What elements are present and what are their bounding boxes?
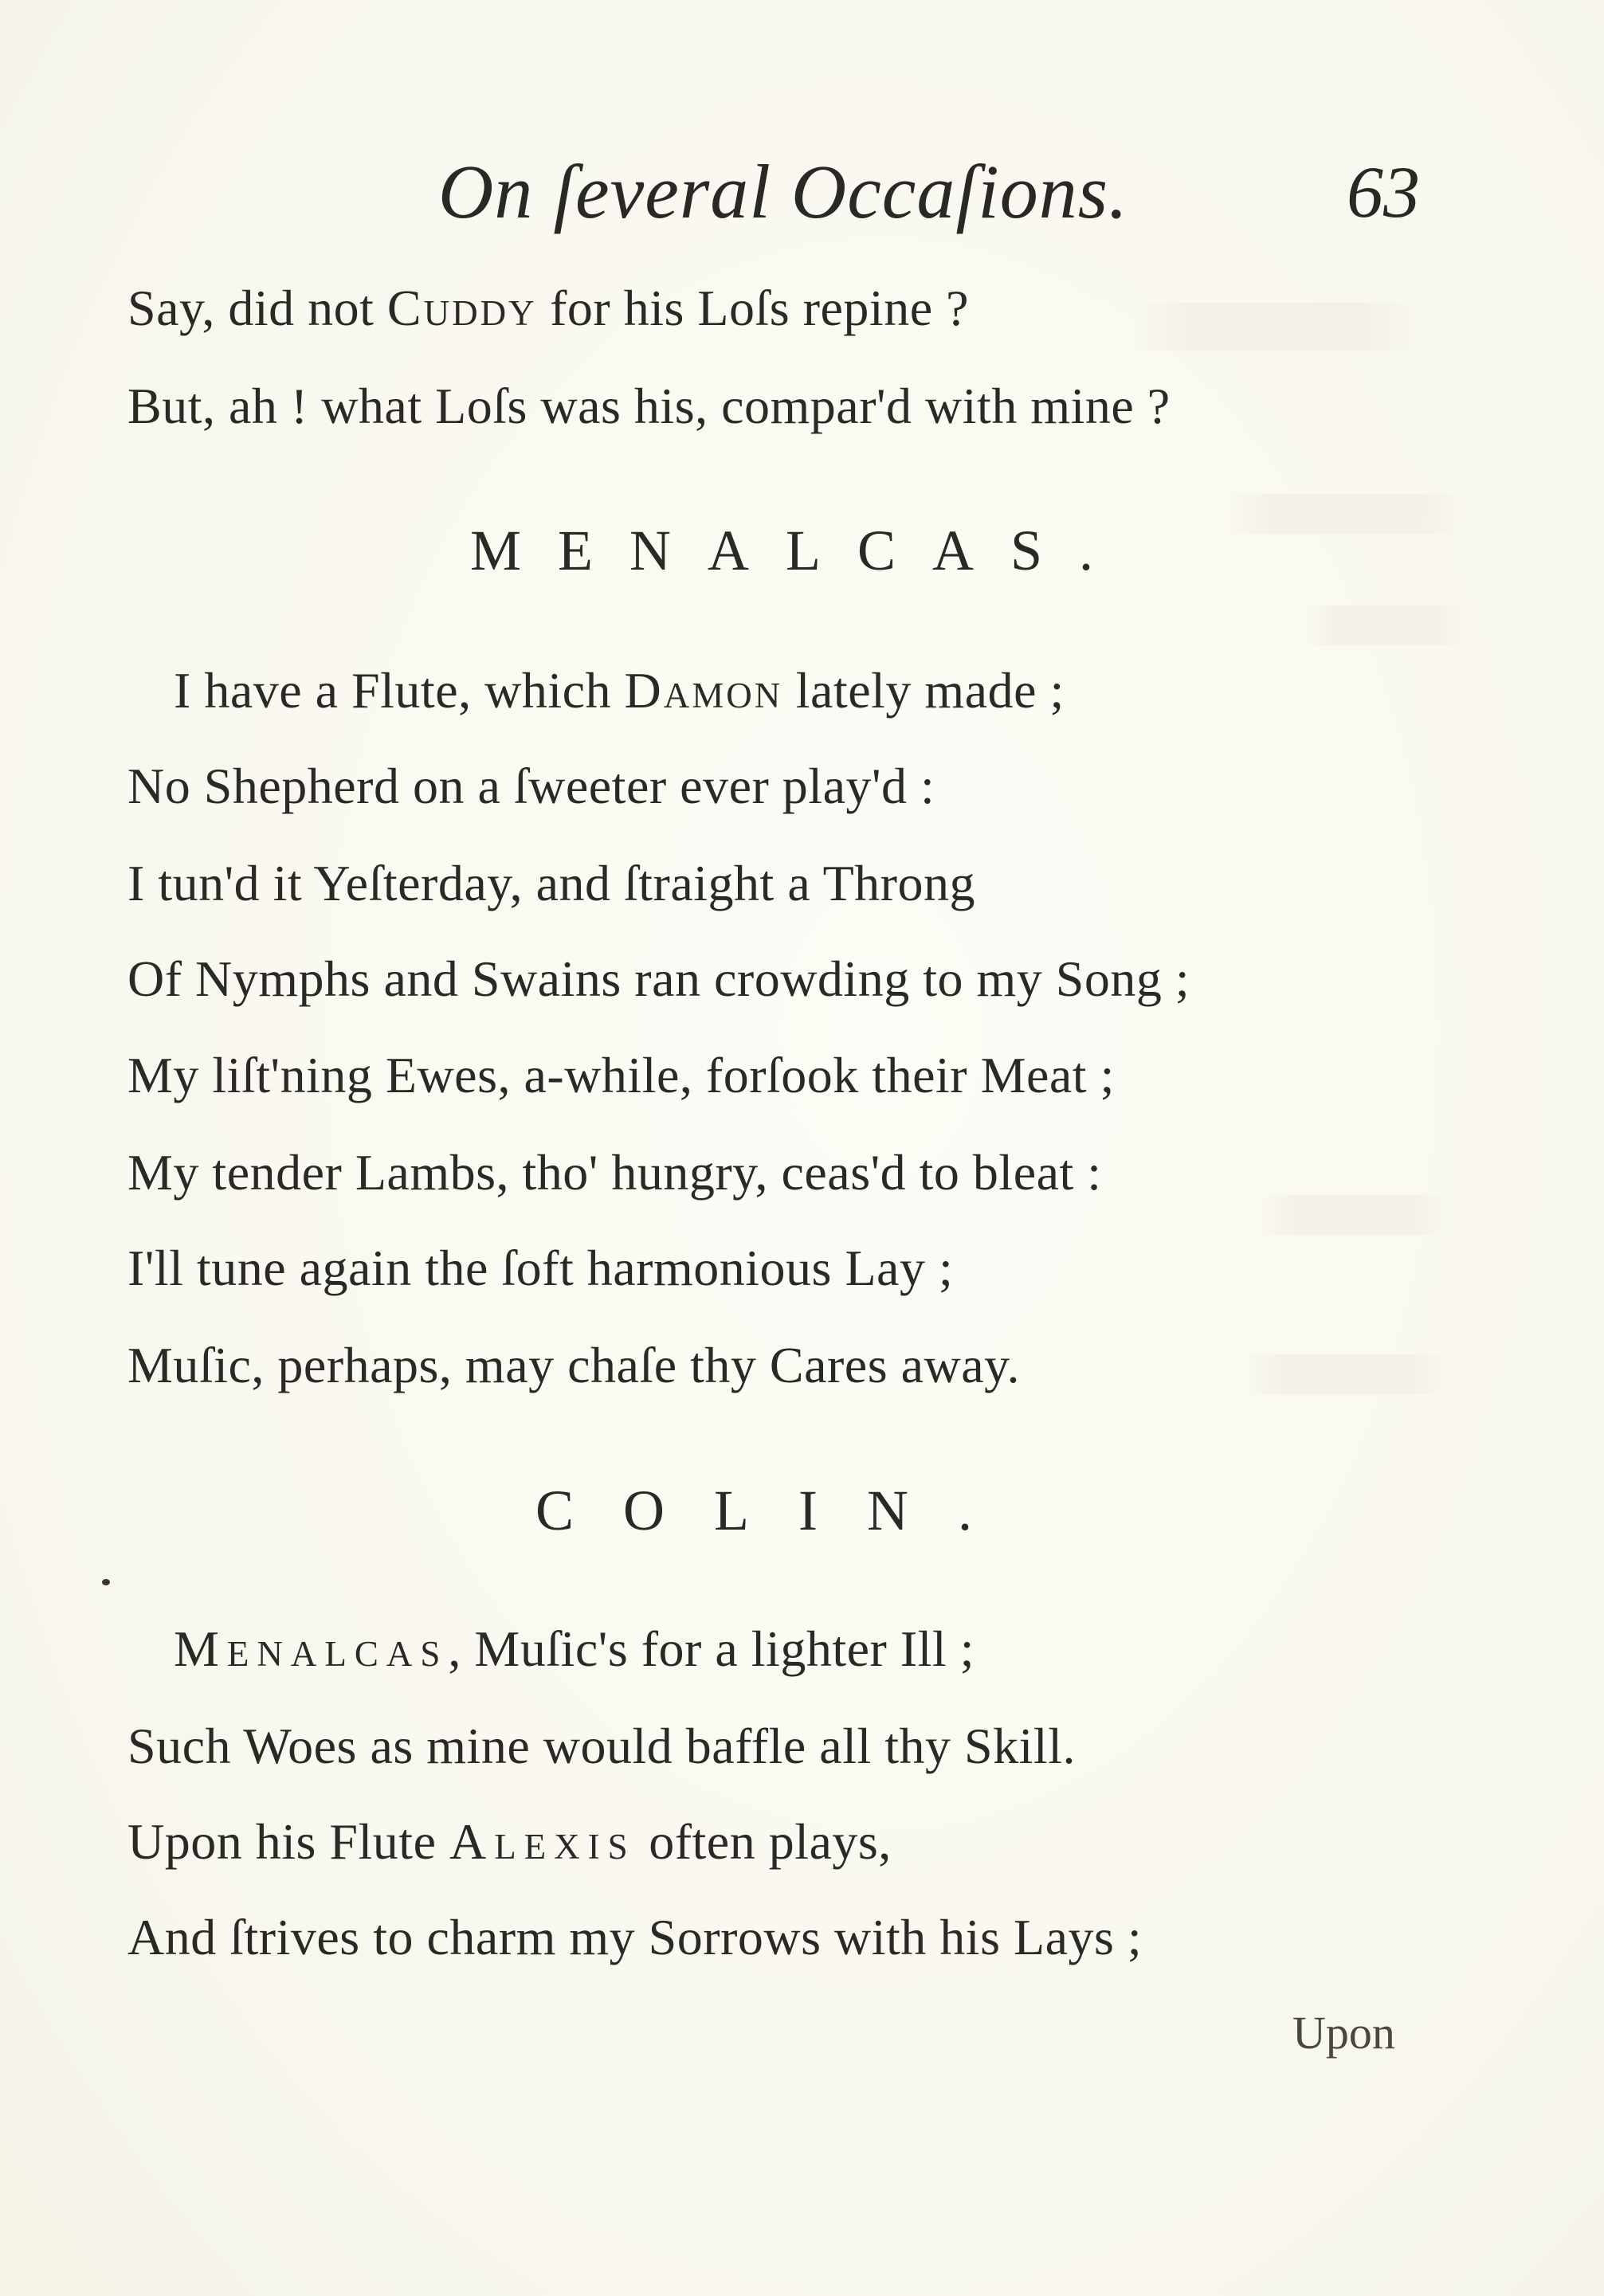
verse-line <box>127 855 975 911</box>
proper-name: Cuddy <box>386 280 537 336</box>
verse-text: , Muſic's for a lighter Ill ; <box>448 1620 975 1677</box>
verse-text: But, ah ! what Loſs was his, compar'd with mine ? <box>127 378 1171 434</box>
verse-text: No Shepherd on a ſweeter ever play'd : <box>127 758 935 814</box>
verse-line <box>127 1047 1115 1103</box>
show-through-texture <box>1227 494 1466 534</box>
verse-line <box>127 950 1190 1007</box>
speaker-heading-menalcas: MENALCAS. <box>470 519 1131 582</box>
verse-text: Say, did not <box>127 280 387 336</box>
verse-text: often plays, <box>635 1813 892 1870</box>
ink-speck <box>102 1579 110 1585</box>
verse-line <box>127 1909 1143 1965</box>
verse-text: My tender Lambs, tho' hungry, ceas'd to bleat : <box>127 1144 1102 1201</box>
verse-line <box>127 1813 892 1870</box>
verse-line <box>127 758 935 814</box>
verse-text: Such Woes as mine would baffle all thy Skill. <box>127 1718 1076 1774</box>
verse-text: Muſic, perhaps, may chaſe thy Cares away. <box>127 1337 1020 1393</box>
speaker-heading-colin: COLIN. <box>535 1479 1022 1542</box>
verse-text: I'll tune again the ſoft harmonious Lay ; <box>127 1240 954 1296</box>
verse-text: I tun'd it Yeſterday, and ſtraight a Throng <box>127 855 975 911</box>
show-through-texture <box>1131 303 1418 351</box>
verse-line <box>127 1240 954 1296</box>
verse-text: Of Nymphs and Swains ran crowding to my Song ; <box>127 950 1190 1007</box>
verse-line <box>127 1337 1020 1393</box>
verse-text: Upon his Flute <box>127 1813 449 1870</box>
show-through-texture <box>1259 1195 1450 1235</box>
verse-line <box>174 1620 975 1677</box>
verse-line <box>174 662 1065 719</box>
proper-name: Alexis <box>449 1813 636 1870</box>
page-number: 63 <box>1347 151 1420 233</box>
proper-name: Menalcas <box>174 1620 449 1677</box>
verse-text: lately made ; <box>782 662 1065 719</box>
verse-line <box>127 378 1171 434</box>
verse-line <box>127 1718 1076 1774</box>
show-through-texture <box>1243 1354 1450 1394</box>
verse-text: My liſt'ning Ewes, a-while, forſook their Meat ; <box>127 1047 1115 1103</box>
proper-name: Damon <box>624 662 783 719</box>
verse-text: I have a Flute, which <box>174 662 625 719</box>
verse-line <box>127 1144 1102 1201</box>
running-head: On ſeveral Occaſions. <box>438 149 1129 234</box>
verse-text: for his Loſs repine ? <box>536 280 969 336</box>
verse-text: And ſtrives to charm my Sorrows with his Lays ; <box>127 1909 1143 1965</box>
verse-line <box>127 280 969 336</box>
show-through-texture <box>1307 605 1466 645</box>
catchword: Upon <box>1292 2007 1395 2059</box>
